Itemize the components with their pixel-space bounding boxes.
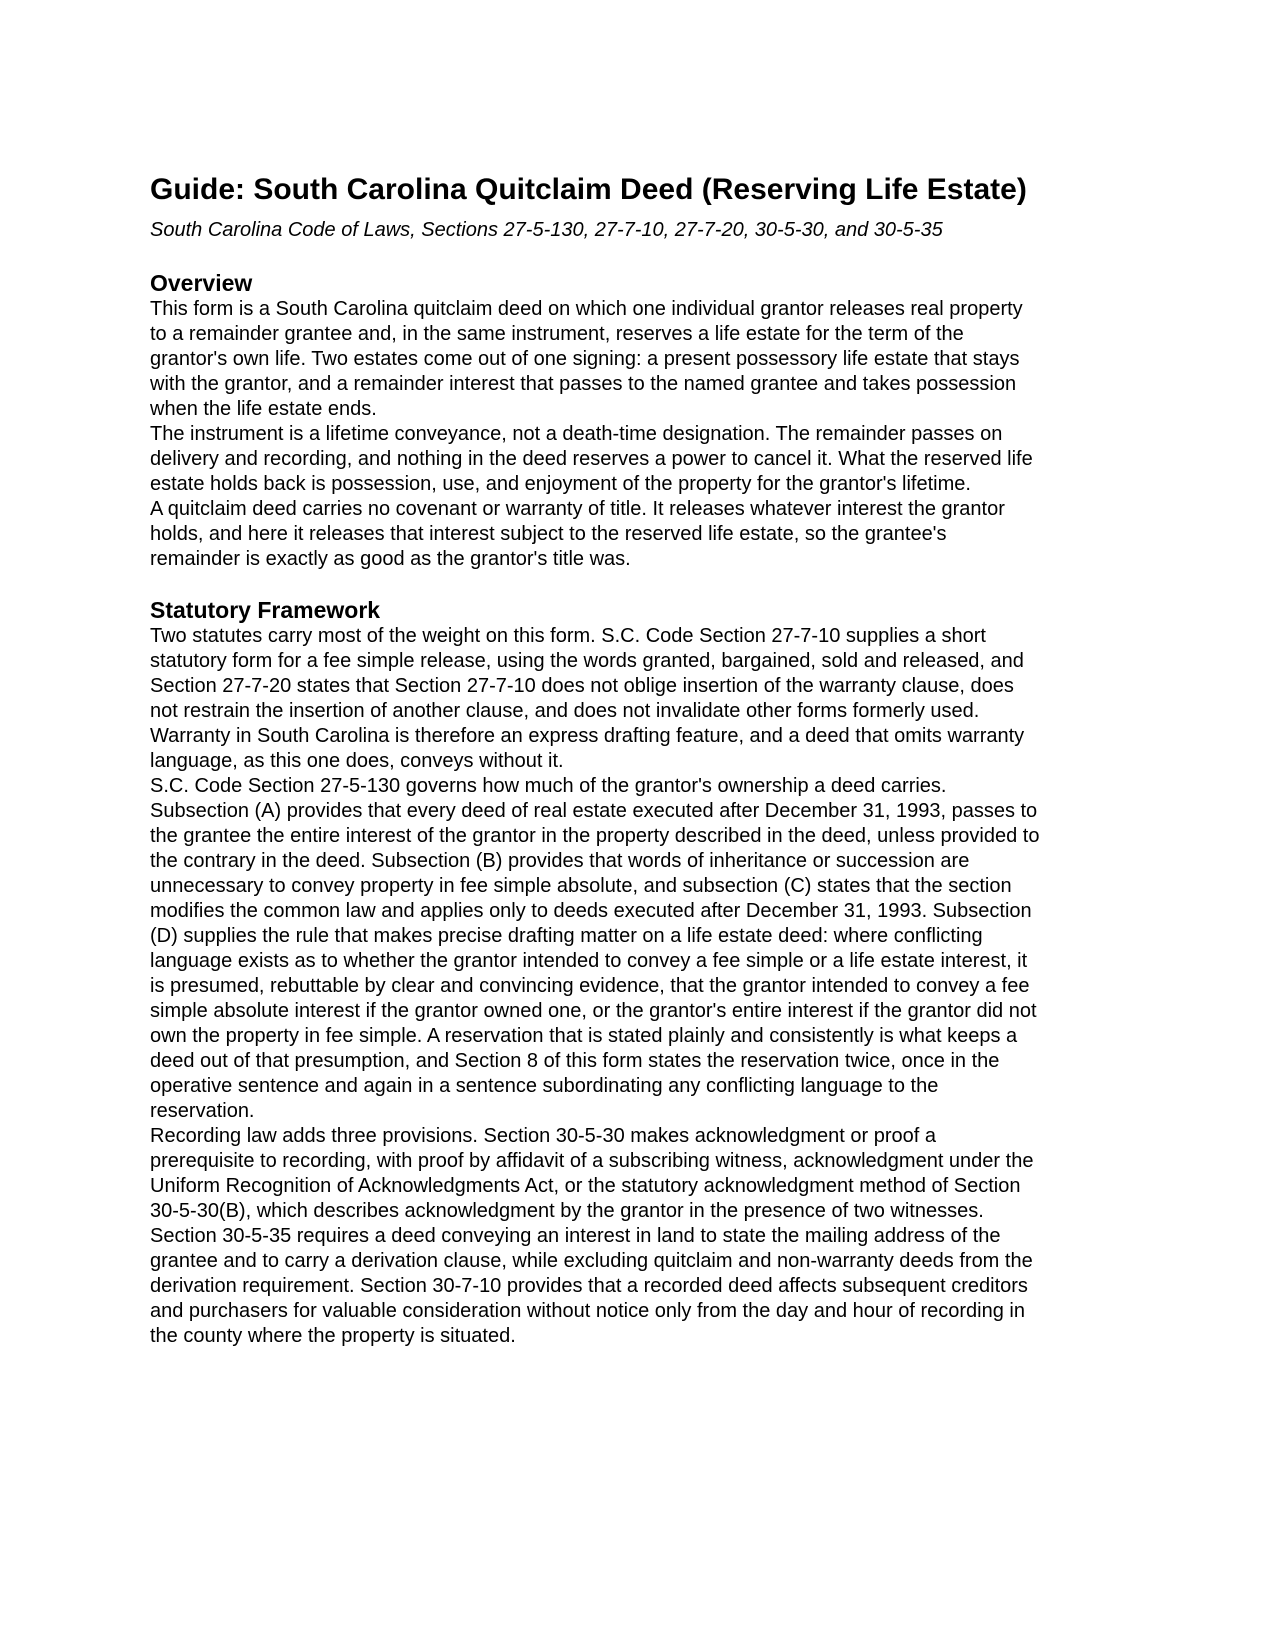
overview-heading: Overview <box>150 270 253 296</box>
page-title: Guide: South Carolina Quitclaim Deed (Reserving Life Estate) <box>150 173 1027 206</box>
framework-paragraph-1: Two statutes carry most of the weight on this form. S.C. Code Section 27-7-10 supplies a short statutory form for a fee simple release, using the words granted, bargained, sold and released, and Section 27-7-20 states that Section 27-7-10 does not oblige insertion of the warranty clause, does not restrain the insertion of another clause, and does not invalidate other forms formerly used. Warranty in South Carolina is therefore an express drafting feature, and a deed that omits warranty language, as this one does, conveys without it. <box>150 625 1025 772</box>
framework-paragraph-2: S.C. Code Section 27-5-130 governs how much of the grantor's ownership a deed carries. Subsection (A) provides that every deed of real estate executed after December 31, 1993, passes to the grantee the entire interest of the grantor in the property described in the deed, unless provided to the contrary in the deed. Subsection (B) provides that words of inheritance or succession are unnecessary to convey property in fee simple absolute, and subsection (C) states that the section modifies the common law and applies only to deeds executed after December 31, 1993. Subsection (D) supplies the rule that makes precise drafting matter on a life estate deed: where conflicting language exists as to whether the grantor intended to convey a fee simple or a life estate interest, it is presumed, rebuttable by clear and convincing evidence, that the grantor intended to convey a fee simple absolute interest if the grantor owned one, or the grantor's entire interest if the grantor did not own the property in fee simple. A reservation that is stated plainly and consistently is what keeps a deed out of that presumption, and Section 8 of this form states the reservation twice, once in the operative sentence and again in a sentence subordinating any conflicting language to the reservation. <box>150 775 1040 1122</box>
framework-paragraph-3: Recording law adds three provisions. Section 30-5-30 makes acknowledgment or proof a prerequisite to recording, with proof by affidavit of a subscribing witness, acknowledgment under the Uniform Recognition of Acknowledgments Act, or the statutory acknowledgment method of Section 30-5-30(B), which describes acknowledgment by the grantor in the presence of two witnesses. Section 30-5-35 requires a deed conveying an interest in land to state the mailing address of the grantee and to carry a derivation clause, while excluding quitclaim and non-warranty deeds from the derivation requirement. Section 30-7-10 provides that a recorded deed affects subsequent creditors and purchasers for valuable consideration without notice only from the day and hour of recording in the county where the property is situated. <box>150 1125 1034 1347</box>
page-subtitle: South Carolina Code of Laws, Sections 27-5-130, 27-7-10, 27-7-20, 30-5-30, and 30-5-35 <box>150 219 943 241</box>
overview-paragraph-1: This form is a South Carolina quitclaim deed on which one individual grantor releases real property to a remainder grantee and, in the same instrument, reserves a life estate for the term of the grantor's own life. Two estates come out of one signing: a present possessory life estate that stays with the grantor, and a remainder interest that passes to the named grantee and takes possession when the life estate ends. <box>150 298 1023 420</box>
document-page <box>150 172 1125 1349</box>
framework-heading: Statutory Framework <box>150 597 381 623</box>
overview-paragraph-3: A quitclaim deed carries no covenant or warranty of title. It releases whatever interest the grantor holds, and here it releases that interest subject to the reserved life estate, so the grantee's remainder is exactly as good as the grantor's title was. <box>150 498 1005 570</box>
overview-paragraph-2: The instrument is a lifetime conveyance, not a death-time designation. The remainder passes on delivery and recording, and nothing in the deed reserves a power to cancel it. What the reserved life estate holds back is possession, use, and enjoyment of the property for the grantor's lifetime. <box>150 423 1033 495</box>
